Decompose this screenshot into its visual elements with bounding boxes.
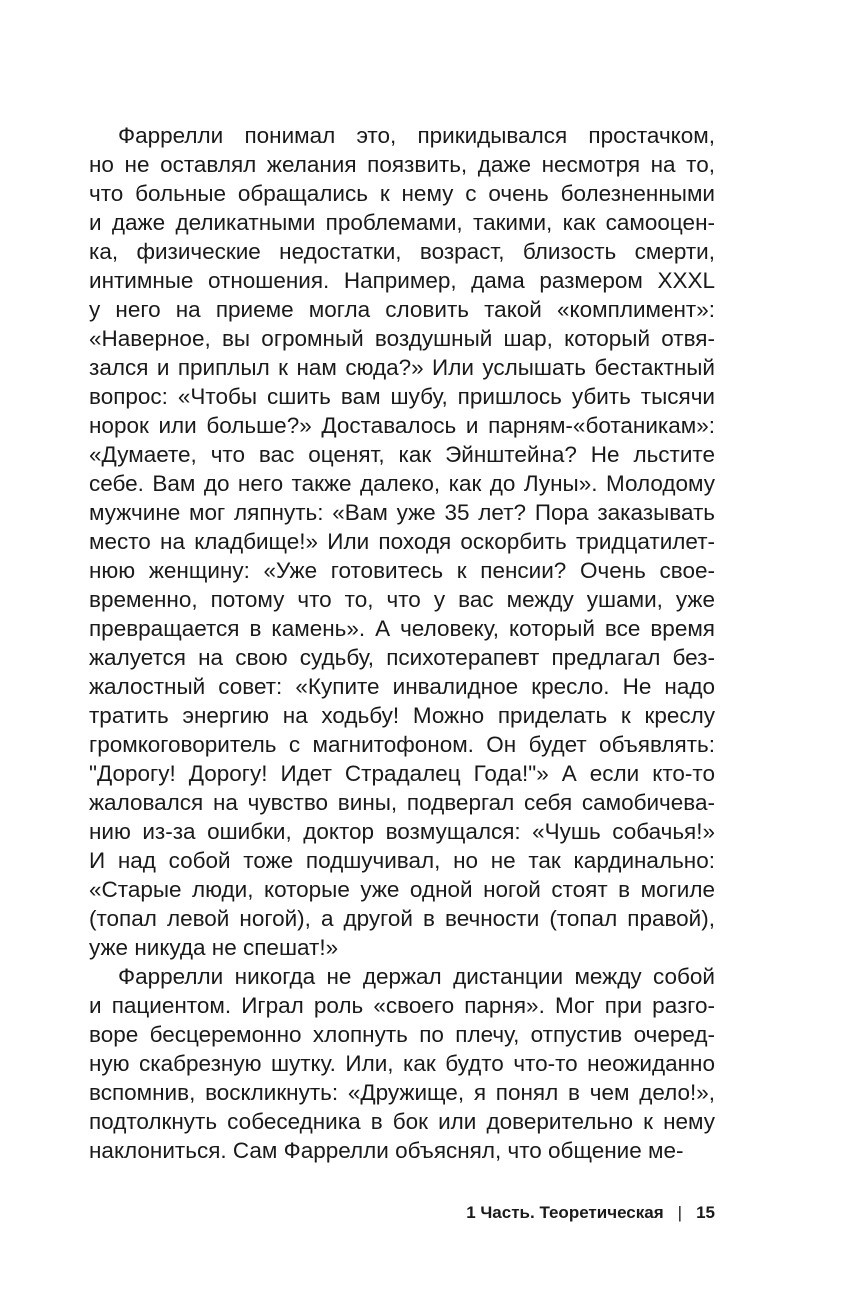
text-line: у него на приеме могла словить такой «комплимент»: (89, 297, 715, 322)
text-line: зался и приплыл к нам сюда?» Или услышать бестактный (89, 355, 715, 380)
text-line: «Думаете, что вас оценят, как Эйнштейна? Не льстите (89, 442, 715, 467)
text-line: временно, потому что то, что у вас между ушами, уже (89, 587, 715, 612)
paragraph (89, 121, 715, 962)
body-text (89, 121, 715, 1165)
text-line: интимные отношения. Например, дама размером XXXL (89, 268, 715, 293)
text-line: себе. Вам до него также далеко, как до Луны». Молодому (89, 471, 715, 496)
text-line: но не оставлял желания поязвить, даже несмотря на то, (89, 152, 715, 177)
text-line: нюю женщину: «Уже готовитесь к пенсии? Очень свое- (89, 558, 715, 583)
text-line: ка, физические недостатки, возраст, близость смерти, (89, 239, 715, 264)
text-line: воре бесцеремонно хлопнуть по плечу, отпустив очеред- (89, 1022, 715, 1047)
text-line: что больные обращались к нему с очень болезненными (89, 181, 715, 206)
text-line: ную скабрезную шутку. Или, как будто что-то неожиданно (89, 1051, 715, 1076)
text-line: Фаррелли никогда не держал дистанции между собой (118, 964, 715, 989)
footer-section-title: 1 Часть. Теоретическая (466, 1203, 664, 1222)
text-line: тратить энергию на ходьбу! Можно приделать к креслу (89, 703, 715, 728)
text-line: и пациентом. Играл роль «своего парня». Мог при разго- (89, 993, 715, 1018)
text-line: норок или больше?» Доставалось и парням-«ботаникам»: (89, 413, 715, 438)
text-line: жаловался на чувство вины, подвергал себя самобичева- (89, 790, 715, 815)
page-number: 15 (696, 1203, 715, 1222)
text-line: вспомнив, воскликнуть: «Дружище, я понял в чем дело!», (89, 1080, 715, 1105)
text-line: нию из-за ошибки, доктор возмущался: «Чушь собачья!» (89, 819, 715, 844)
text-line: и даже деликатными проблемами, такими, как самооцен- (89, 210, 715, 235)
text-line: «Старые люди, которые уже одной ногой стоят в могиле (89, 877, 715, 902)
footer-separator: | (677, 1203, 683, 1222)
text-line: Фаррелли понимал это, прикидывался простачком, (118, 123, 715, 148)
text-line: наклониться. Сам Фаррелли объяснял, что общение ме- (89, 1138, 684, 1163)
text-line: "Дорогу! Дорогу! Идет Страдалец Года!"» А если кто-то (89, 761, 715, 786)
text-line: (топал левой ногой), а другой в вечности (топал правой), (89, 906, 715, 931)
text-line: «Наверное, вы огромный воздушный шар, который отвя- (89, 326, 715, 351)
paragraph (89, 962, 715, 1165)
text-line: громкоговоритель с магнитофоном. Он будет объявлять: (89, 732, 715, 757)
text-line: превращается в камень». А человеку, который все время (89, 616, 715, 641)
text-line: жалостный совет: «Купите инвалидное кресло. Не надо (89, 674, 715, 699)
text-line: вопрос: «Чтобы сшить вам шубу, пришлось убить тысячи (89, 384, 715, 409)
text-line: жалуется на свою судьбу, психотерапевт предлагал без- (89, 645, 715, 670)
text-line: место на кладбище!» Или походя оскорбить тридцатилет- (89, 529, 715, 554)
text-line: подтолкнуть собеседника в бок или доверительно к нему (89, 1109, 715, 1134)
text-line: И над собой тоже подшучивал, но не так кардинально: (89, 848, 715, 873)
running-footer (466, 1203, 715, 1223)
text-line: уже никуда не спешат!» (89, 935, 339, 960)
text-line: мужчине мог ляпнуть: «Вам уже 35 лет? Пора заказывать (89, 500, 715, 525)
